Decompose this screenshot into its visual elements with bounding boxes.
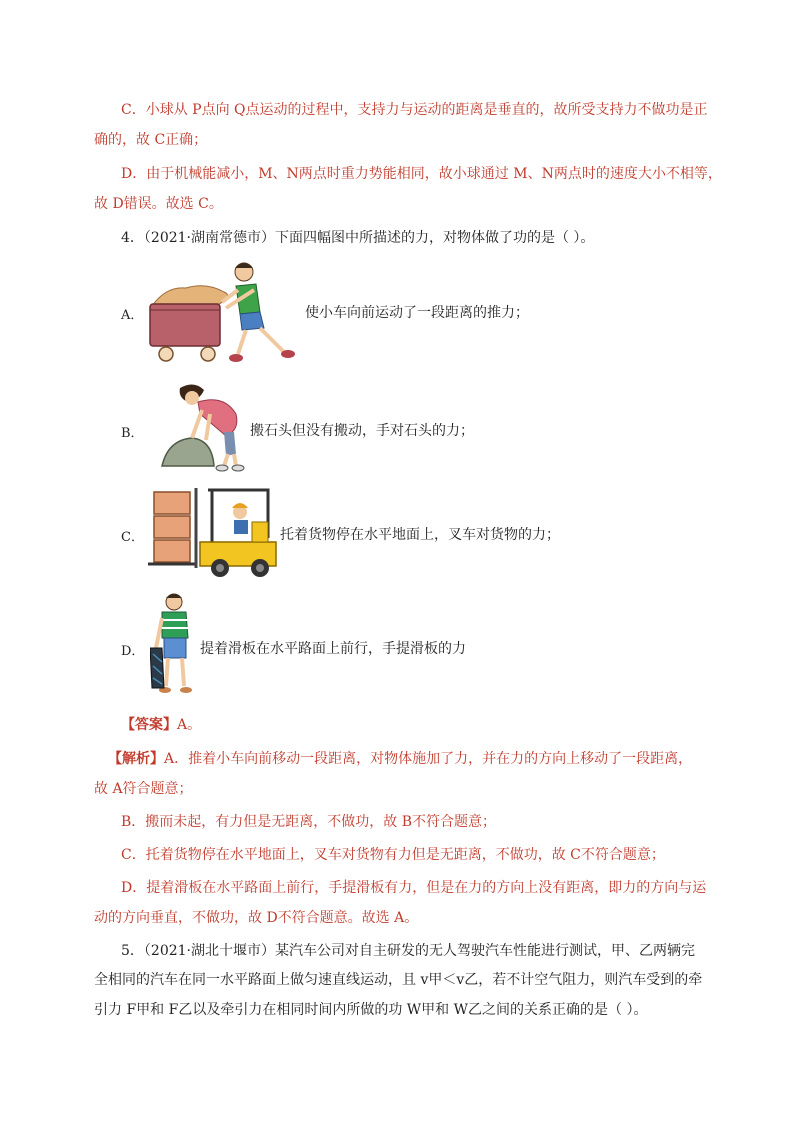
question-4-stem: 4．（2021·湖南常德市）下面四幅图中所描述的力，对物体做了功的是（ ）。 xyxy=(121,230,595,246)
analysis-c: C．托着货物停在水平地面上，叉车对货物有力但是无距离，不做功，故 C不符合题意； xyxy=(121,847,665,863)
prev-analysis-c-line1: C．小球从 P点向 Q点运动的过程中，支持力与运动的距离是垂直的，故所受支持力不做功是正 xyxy=(121,102,708,118)
analysis-b: B．搬而未起，有力但是无距离，不做功，故 B不符合题意； xyxy=(121,814,497,830)
question-5-line1: 5．（2021·湖北十堰市）某汽车公司对自主研发的无人驾驶汽车性能进行测试，甲、乙两辆完 xyxy=(121,943,695,959)
pushing-cart-illustration xyxy=(146,258,300,366)
prev-analysis-c-line2: 确的，故 C正确； xyxy=(94,132,208,148)
option-b-text-visible: 搬石头但没有搬动，手对石头的力； xyxy=(250,423,474,439)
lifting-stone-illustration xyxy=(154,380,246,472)
option-c-text: 托着货物停在水平地面上，叉车对货物的力； xyxy=(280,527,560,543)
answer-value: A。 xyxy=(177,717,202,733)
analysis-a-text: A．推着小车向前移动一段距离，对物体施加了力，并在力的方向上移动了一段距离， xyxy=(164,751,693,767)
analysis-line-2: 故 A符合题意； xyxy=(94,781,193,797)
analysis-label: 【解析】 xyxy=(108,751,164,767)
question-5-line2: 全相同的汽车在同一水平路面上做匀速直线运动，且 v甲＜v乙，若不计空气阻力，则汽车受到的牵 xyxy=(94,972,703,988)
carrying-skateboard-illustration xyxy=(150,592,196,698)
answer-line xyxy=(121,715,731,735)
option-d-text: 提着滑板在水平路面上前行，手提滑板的力 xyxy=(200,641,466,657)
forklift-illustration xyxy=(148,486,278,578)
analysis-d-line1: D．提着滑板在水平路面上前行，手提滑板有力，但是在力的方向上没有距离，即力的方向与运 xyxy=(121,880,707,896)
prev-analysis-d-line2: 故 D错误。故选 C。 xyxy=(94,196,223,212)
option-d-letter: D． xyxy=(121,644,145,659)
option-c-letter: C． xyxy=(121,530,144,545)
question-5-line3: 引力 F甲和 F乙以及牵引力在相同时间内所做的功 W甲和 W乙之间的关系正确的是（ ）。 xyxy=(94,1002,648,1018)
analysis-d-line2: 动的方向垂直，不做功，故 D不符合题意。故选 A。 xyxy=(94,910,419,926)
analysis-line-1 xyxy=(108,749,718,769)
option-b-letter: B． xyxy=(121,426,144,441)
prev-analysis-d-line1: D．由于机械能减小，M、N两点时重力势能相同，故小球通过 M、N两点时的速度大小不相等， xyxy=(121,166,722,182)
answer-label: 【答案】 xyxy=(121,717,177,733)
option-a-text: 使小车向前运动了一段距离的推力； xyxy=(305,305,529,321)
option-a-letter: A． xyxy=(121,308,144,323)
